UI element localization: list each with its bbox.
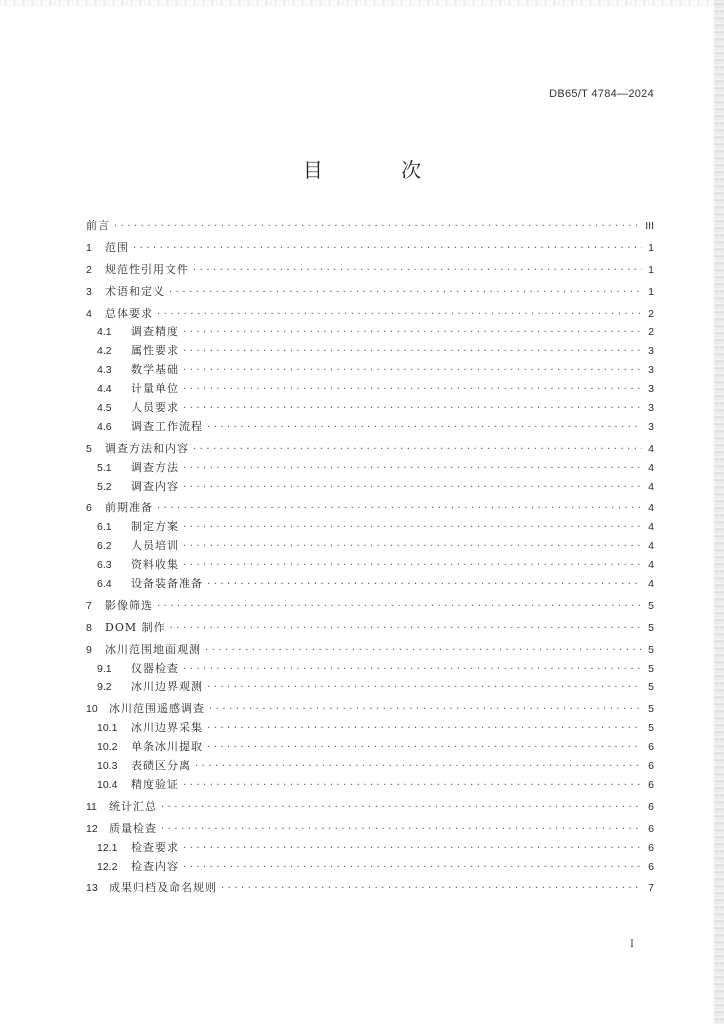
- toc-entry-number: 3: [86, 285, 92, 298]
- toc-entry-page: 4: [648, 559, 654, 572]
- toc-entry[interactable]: [86, 858, 654, 877]
- toc-entry[interactable]: [86, 820, 654, 839]
- toc-entry-number: 10: [86, 703, 98, 716]
- toc-leader-dots: [207, 679, 642, 698]
- toc-entry-number: 12: [86, 822, 98, 835]
- toc-entry[interactable]: [86, 518, 654, 537]
- toc-entry-page: 1: [648, 263, 654, 276]
- toc-entry-number: 12.2: [97, 860, 118, 873]
- toc-leader-dots: [183, 859, 642, 878]
- toc-entry-number: 4: [86, 307, 92, 320]
- toc-leader-dots: [183, 538, 642, 557]
- toc-leader-dots: [157, 500, 642, 519]
- toc-leader-dots: [209, 701, 642, 720]
- toc-entry-number: 4.6: [97, 420, 112, 433]
- toc-entry[interactable]: [86, 776, 654, 795]
- toc-entry-page: 5: [648, 599, 654, 612]
- toc-entry[interactable]: [86, 399, 654, 418]
- toc-entry-number: 4.3: [97, 364, 112, 377]
- toc-entry-title: 属性要求: [131, 344, 179, 358]
- toc-entry-title: 数学基础: [131, 363, 179, 377]
- toc-leader-dots: [170, 620, 642, 639]
- toc-leader-dots: [183, 460, 642, 479]
- toc-entry[interactable]: [86, 440, 654, 459]
- toc-entry-page: III: [645, 220, 654, 232]
- toc-entry-title: 影像筛选: [105, 598, 153, 612]
- toc-entry-number: 6: [86, 502, 92, 515]
- toc-entry-number: 6.2: [97, 540, 112, 553]
- toc-entry-page: 6: [648, 741, 654, 754]
- toc-entry-title: 人员培训: [131, 539, 179, 553]
- toc-entry[interactable]: [86, 700, 654, 719]
- toc-leader-dots: [205, 642, 642, 661]
- toc-entry-title: 冰川边界观测: [131, 680, 203, 694]
- toc-entry-page: 3: [648, 364, 654, 377]
- toc-entry[interactable]: [86, 798, 654, 817]
- toc-entry-number: 10.2: [97, 741, 118, 754]
- toc-entry[interactable]: [86, 619, 654, 638]
- toc-entry-page: 1: [648, 241, 654, 254]
- toc-entry-title: 检查内容: [131, 859, 179, 873]
- toc-entry-title: 检查要求: [131, 840, 179, 854]
- toc-entry-title: 调查方法和内容: [105, 441, 189, 455]
- toc-entry-title: 制定方案: [131, 520, 179, 534]
- toc-entry-title: 前期准备: [105, 501, 153, 515]
- toc-entry-title: 范围: [105, 240, 129, 254]
- toc-entry-number: 1: [86, 241, 92, 254]
- toc-entry-page: 6: [648, 841, 654, 854]
- toc-entry-page: 3: [648, 345, 654, 358]
- toc-entry[interactable]: [86, 556, 654, 575]
- toc-entry-title: 总体要求: [105, 306, 153, 320]
- toc-entry[interactable]: [86, 597, 654, 616]
- toc-entry-number: 10.3: [97, 760, 118, 773]
- toc-entry-title: 调查方法: [131, 460, 179, 474]
- toc-leader-dots: [183, 362, 642, 381]
- toc-entry-page: 5: [648, 621, 654, 634]
- toc-entry-page: 2: [648, 326, 654, 339]
- toc-entry-title: 仪器检查: [131, 661, 179, 675]
- toc-leader-dots: [183, 343, 642, 362]
- toc-entry-number: 11: [86, 800, 97, 813]
- toc-leader-dots: [114, 218, 641, 237]
- toc-entry-number: 9: [86, 643, 92, 656]
- toc-entry-page: 4: [648, 521, 654, 534]
- toc-leader-dots: [207, 419, 642, 438]
- toc-entry[interactable]: [86, 217, 654, 236]
- toc-entry-number: 10.4: [97, 778, 118, 791]
- toc-entry-number: 9.1: [97, 662, 112, 675]
- toc-entry[interactable]: [86, 537, 654, 556]
- toc-entry-number: 4.4: [97, 383, 112, 396]
- toc-entry-title: 冰川范围遥感调查: [109, 702, 205, 716]
- toc-entry-page: 6: [648, 778, 654, 791]
- toc-entry-number: 5.1: [97, 461, 112, 474]
- toc-entry-title: 术语和定义: [105, 284, 165, 298]
- toc-entry-page: 5: [648, 662, 654, 675]
- toc-entry-page: 5: [648, 681, 654, 694]
- toc-title: 目 次: [302, 158, 458, 182]
- toc-leader-dots: [183, 400, 642, 419]
- toc-leader-dots: [183, 661, 642, 680]
- toc-entry-number: 2: [86, 263, 92, 276]
- toc-entry[interactable]: [86, 719, 654, 738]
- toc-entry-title: 设备装备准备: [131, 577, 203, 591]
- toc-entry[interactable]: [86, 261, 654, 280]
- document-code: DB65/T 4784—2024: [549, 88, 654, 100]
- toc-entry-number: 6.1: [97, 521, 112, 534]
- toc-entry[interactable]: [86, 575, 654, 594]
- toc-entry[interactable]: [86, 641, 654, 660]
- toc-entry-page: 2: [648, 307, 654, 320]
- toc-entry-title: 成果归档及命名规则: [109, 881, 217, 895]
- toc-entry-page: 1: [648, 285, 654, 298]
- toc-leader-dots: [183, 519, 642, 538]
- page-number: I: [630, 939, 634, 950]
- toc-entry-page: 4: [648, 480, 654, 493]
- toc-entry-number: 12.1: [97, 841, 118, 854]
- toc-entry-number: 10.1: [97, 722, 118, 735]
- toc-entry-title: 计量单位: [131, 382, 179, 396]
- toc-entry[interactable]: [86, 418, 654, 437]
- toc-entry[interactable]: [86, 738, 654, 757]
- toc-entry[interactable]: [86, 380, 654, 399]
- scan-artifact-top: [0, 0, 724, 6]
- toc-entry-number: 4.1: [97, 326, 112, 339]
- toc-leader-dots: [183, 479, 642, 498]
- toc-leader-dots: [195, 758, 642, 777]
- toc-entry-title: 冰川边界采集: [131, 721, 203, 735]
- toc-entry-page: 4: [648, 442, 654, 455]
- toc-entry-title: 人员要求: [131, 401, 179, 415]
- toc-leader-dots: [183, 557, 642, 576]
- toc-entry-page: 6: [648, 860, 654, 873]
- toc-leader-dots: [193, 262, 642, 281]
- toc-entry-page: 4: [648, 578, 654, 591]
- toc-entry-title: 调查内容: [131, 479, 179, 493]
- toc-entry[interactable]: [86, 678, 654, 697]
- toc-entry-number: 9.2: [97, 681, 112, 694]
- toc-entry[interactable]: [86, 323, 654, 342]
- toc-leader-dots: [161, 799, 642, 818]
- toc-leader-dots: [207, 739, 642, 758]
- toc-leader-dots: [193, 441, 642, 460]
- toc-entry[interactable]: [86, 342, 654, 361]
- toc-entry[interactable]: [86, 239, 654, 258]
- toc-entry-title: 前言: [86, 219, 110, 232]
- toc-leader-dots: [157, 306, 642, 325]
- toc-entry-page: 6: [648, 760, 654, 773]
- toc-entry-title: 资料收集: [131, 558, 179, 572]
- toc-entry[interactable]: [86, 361, 654, 380]
- toc-entry-number: 8: [86, 621, 92, 634]
- toc-entry-page: 6: [648, 822, 654, 835]
- toc-leader-dots: [207, 720, 642, 739]
- toc-entry[interactable]: [86, 757, 654, 776]
- toc-entry-page: 6: [648, 800, 654, 813]
- toc-leader-dots: [133, 240, 642, 259]
- toc-entry-number: 6.3: [97, 559, 112, 572]
- toc-entry-number: 5: [86, 442, 92, 455]
- toc-leader-dots: [207, 576, 642, 595]
- toc-entry-page: 3: [648, 383, 654, 396]
- toc-entry-title: 规范性引用文件: [105, 262, 189, 276]
- toc-entry[interactable]: [86, 478, 654, 497]
- toc-entry-page: 4: [648, 502, 654, 515]
- toc-entry-page: 3: [648, 402, 654, 415]
- toc-entry[interactable]: [86, 879, 654, 898]
- toc-leader-dots: [169, 284, 642, 303]
- table-of-contents: [86, 217, 654, 898]
- toc-entry-title: 质量检查: [109, 821, 157, 835]
- toc-entry[interactable]: [86, 839, 654, 858]
- toc-entry-page: 4: [648, 461, 654, 474]
- toc-leader-dots: [183, 381, 642, 400]
- toc-entry-number: 4.5: [97, 402, 112, 415]
- toc-entry-page: 5: [648, 722, 654, 735]
- toc-entry-number: 13: [86, 882, 98, 895]
- toc-entry-number: 5.2: [97, 480, 112, 493]
- toc-leader-dots: [221, 880, 642, 899]
- toc-entry-page: 4: [648, 540, 654, 553]
- toc-leader-dots: [183, 324, 642, 343]
- toc-entry-number: 6.4: [97, 578, 112, 591]
- toc-leader-dots: [183, 840, 642, 859]
- toc-entry-page: 5: [648, 643, 654, 656]
- toc-entry[interactable]: [86, 459, 654, 478]
- toc-entry[interactable]: [86, 499, 654, 518]
- toc-entry-number: 7: [86, 599, 92, 612]
- toc-entry[interactable]: [86, 660, 654, 679]
- toc-leader-dots: [161, 821, 642, 840]
- toc-entry-title: 单条冰川提取: [131, 740, 203, 754]
- toc-entry-title: 表碛区分离: [131, 759, 191, 773]
- toc-entry-number: 4.2: [97, 345, 112, 358]
- toc-entry-title: 统计汇总: [109, 799, 157, 813]
- toc-leader-dots: [183, 777, 642, 796]
- toc-entry[interactable]: [86, 283, 654, 302]
- toc-entry-title: 调查精度: [131, 325, 179, 339]
- toc-entry[interactable]: [86, 305, 654, 324]
- toc-entry-title: DOM 制作: [105, 620, 166, 634]
- toc-entry-title: 冰川范围地面观测: [105, 642, 201, 656]
- toc-entry-page: 3: [648, 420, 654, 433]
- toc-entry-title: 调查工作流程: [131, 419, 203, 433]
- toc-entry-page: 7: [648, 882, 654, 895]
- toc-entry-title: 精度验证: [131, 777, 179, 791]
- toc-entry-page: 5: [648, 703, 654, 716]
- toc-leader-dots: [157, 598, 642, 617]
